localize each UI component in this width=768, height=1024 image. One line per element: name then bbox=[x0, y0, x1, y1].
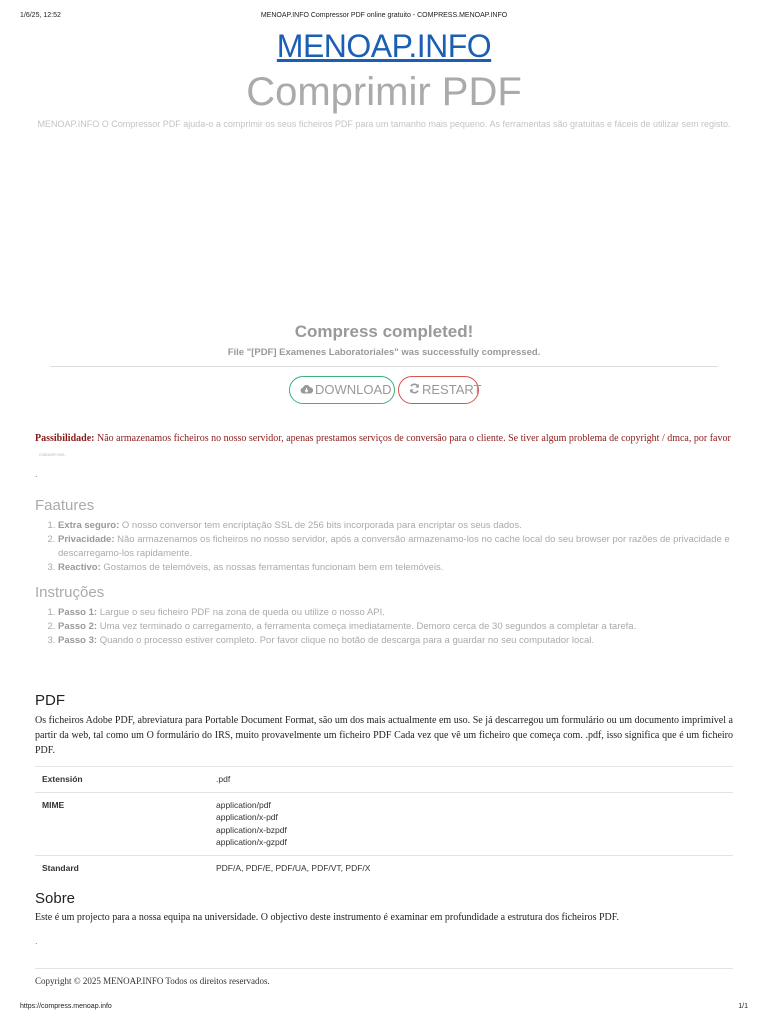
disclaimer-label: Passibilidade: bbox=[35, 433, 95, 444]
pdf-info-table bbox=[35, 766, 733, 880]
list-item: 1. Passo 1: Largue o seu ficheiro PDF na zona de queda ou utilize o nosso API. bbox=[58, 606, 748, 620]
separator-dot: . bbox=[35, 937, 38, 946]
table-key: MIME bbox=[35, 792, 209, 855]
brand-link[interactable]: MENOAP.INFO bbox=[276, 28, 492, 64]
about-body: Este é um projecto para a nossa equipa na universidade. O objectivo deste instrumento é examinar em profundidade a estrutura dos ficheiros PDF. bbox=[35, 912, 620, 923]
contact-link[interactable]: contacte-nos. bbox=[39, 453, 66, 458]
disclaimer bbox=[35, 431, 733, 463]
features-title: Faatures bbox=[35, 497, 95, 514]
restart-button[interactable] bbox=[398, 376, 482, 404]
result-title: Compress completed! bbox=[294, 322, 474, 341]
disclaimer-text: Não armazenamos ficheiros no nosso servidor, apenas prestamos serviços de conversão para o cliente. Se tiver algum problema de copyright / dmca, por favor bbox=[96, 433, 731, 444]
page-title: Comprimir PDF bbox=[246, 70, 522, 114]
table-row bbox=[35, 792, 733, 855]
result-message: File "[PDF] Examenes Laboratoriales" was successfully compressed. bbox=[227, 347, 541, 358]
download-button[interactable] bbox=[289, 376, 395, 404]
list-item: 1. Extra seguro: O nosso conversor tem encriptação SSL de 256 bits incorporada para encriptar os seus dados. bbox=[58, 519, 748, 533]
page-subtitle: MENOAP.INFO O Compressor PDF ajuda-o a comprimir os seus ficheiros PDF para um tamanho mais pequeno. As ferramentas são gratuitas e fáceis de utilizar sem registo. bbox=[37, 119, 731, 129]
table-value: application/pdf application/x-pdf application/x-bzpdf application/x-gzpdf bbox=[209, 792, 733, 855]
print-datetime: 1/6/25, 12:52 bbox=[20, 12, 61, 19]
instructions-list bbox=[35, 606, 748, 648]
separator-dot: . bbox=[35, 470, 38, 479]
table-value: PDF/A, PDF/E, PDF/UA, PDF/VT, PDF/X bbox=[209, 855, 733, 880]
cloud-download-icon bbox=[300, 377, 313, 403]
list-item: 2. Privacidade: Não armazenamos os ficheiros no nosso servidor, após a conversão armazenamo-los no cache local do seu browser por razões de privacidade e descarregamo-los rapidamente. bbox=[58, 533, 748, 561]
instructions-title: Instruções bbox=[35, 584, 105, 601]
table-value: .pdf bbox=[209, 767, 733, 793]
list-item: 2. Passo 2: Uma vez terminado o carregamento, a ferramenta começa imediatamente. Demoro cerca de 30 segundos a completar a tarefa. bbox=[58, 620, 748, 634]
pdf-section-body: Os ficheiros Adobe PDF, abreviatura para Portable Document Format, são um dos mais actualmente em uso. Se já descarregou um formulário ou um documento imprimível a partir da web, tal como um O formulário do IRS, muito provavelmente um ficheiro PDF Cada vez que vê um ficheiro que começa com. .pdf, isso significa que é um ficheiro PDF. bbox=[35, 715, 733, 756]
list-item: 3. Passo 3: Quando o processo estiver completo. Por favor clique no botão de descarga para a guardar no seu computador local. bbox=[58, 634, 748, 648]
restart-label: RESTART bbox=[422, 382, 482, 397]
about-title: Sobre bbox=[35, 890, 76, 907]
footer-divider bbox=[35, 968, 733, 969]
print-page-count: 1/1 bbox=[738, 1003, 748, 1010]
copyright: Copyright © 2025 MENOAP.INFO Todos os direitos reservados. bbox=[35, 976, 270, 986]
table-key: Extensión bbox=[35, 767, 209, 793]
features-list bbox=[35, 519, 748, 575]
table-row bbox=[35, 767, 733, 793]
table-key: Standard bbox=[35, 855, 209, 880]
refresh-icon bbox=[409, 377, 420, 403]
print-url: https://compress.menoap.info bbox=[20, 1003, 112, 1010]
pdf-section-title: PDF bbox=[35, 692, 65, 709]
download-label: DOWNLOAD bbox=[315, 382, 392, 397]
print-page-title: MENOAP.INFO Compressor PDF online gratuito - COMPRESS.MENOAP.INFO bbox=[260, 12, 508, 19]
list-item: 3. Reactivo: Gostamos de telemóveis, as nossas ferramentas funcionam bem em telemóveis. bbox=[58, 561, 748, 575]
table-row bbox=[35, 855, 733, 880]
divider bbox=[50, 366, 718, 367]
